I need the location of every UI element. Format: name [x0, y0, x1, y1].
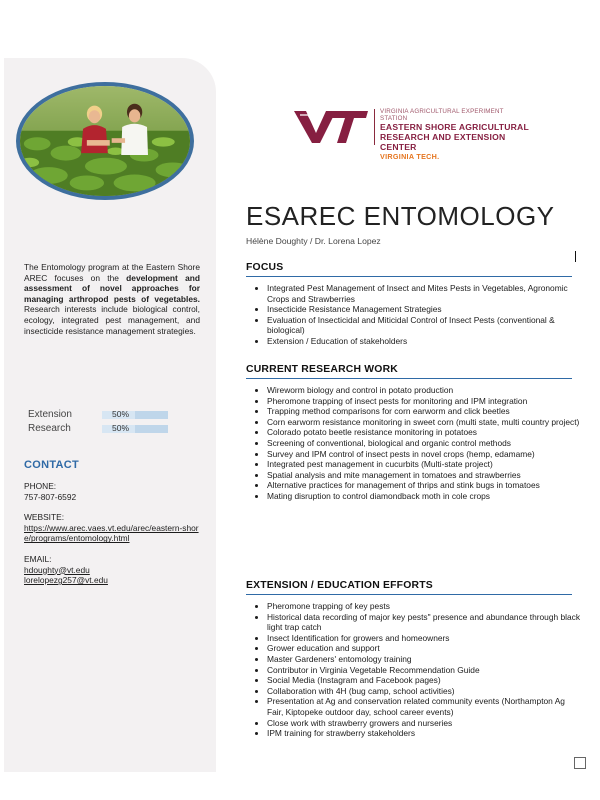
document-authors: Hélène Doughty / Dr. Lorena Lopez [246, 236, 381, 246]
intro-text-bold: development and assessment of novel approaches for managing arthropod pests of vegetables. [24, 272, 200, 304]
section-heading-extension: EXTENSION / EDUCATION EFFORTS [246, 580, 433, 591]
section-heading-focus: FOCUS [246, 262, 284, 273]
list-item: • Collaboration with 4H (bug camp, school activities) [267, 686, 581, 697]
list-item: • Wireworm biology and control in potato production [267, 385, 581, 396]
list-item: • Corn earworm resistance monitoring in sweet corn (multi state, multi country project) [267, 417, 581, 428]
list-item: • Pheromone trapping of key pests [267, 601, 581, 612]
intro-text-1: The Entomology program at the Eastern Shore AREC focuses on the [24, 262, 200, 283]
list-item: • Alternative practices for management of thrips and stink bugs in tomatoes [267, 480, 581, 491]
effort-split [28, 408, 198, 436]
split-row-research [28, 422, 198, 436]
list-item: • Evaluation of Insecticidal and Miticidal Control of Insect Pests (conventional & biological) [267, 315, 581, 336]
list-item: • Survey and IPM control of insect pests in novel crops (hemp, edamame) [267, 449, 581, 460]
list-item: • Insect Identification for growers and homeowners [267, 633, 581, 644]
research-list [252, 385, 581, 502]
list-item: • Close work with strawberry growers and nurseries [267, 718, 581, 729]
list-item: • Presentation at Ag and conservation related community events (Northampton Ag Fair, Kiptopeke outdoor day, school career events) [267, 696, 581, 717]
list-item: • Historical data recording of major key pests" presence and abundance through black light trap catch [267, 612, 581, 633]
split-value: 50% [112, 409, 130, 419]
text-cursor [575, 251, 576, 262]
email-link[interactable]: hdoughty@vt.edu [24, 564, 90, 575]
logo-line-1: VIRGINIA AGRICULTURAL EXPERIMENT STATION [380, 108, 504, 122]
phone-number: 757-807-6592 [24, 491, 77, 502]
phone-label: PHONE: [24, 481, 57, 491]
list-item: • Pheromone trapping of insect pests for monitoring and IPM integration [267, 396, 581, 407]
list-item: • Social Media (Instagram and Facebook pages) [267, 675, 581, 686]
focus-list [252, 283, 581, 347]
program-description [24, 262, 200, 336]
logo-line-3: RESEARCH AND EXTENSION CENTER [380, 132, 506, 152]
document-title: ESAREC ENTOMOLOGY [246, 201, 555, 231]
extension-list [252, 601, 581, 739]
list-item: • IPM training for strawberry stakeholders [267, 728, 581, 739]
list-item: • Colorado potato beetle resistance monitoring in potatoes [267, 427, 581, 438]
vt-logo-mark [292, 107, 370, 147]
contact-heading: CONTACT [24, 459, 80, 471]
section-heading-research: CURRENT RESEARCH WORK [246, 364, 398, 375]
list-item: • Spatial analysis and mite management in tomatoes and strawberries [267, 470, 581, 481]
researchers-field-photo [16, 82, 194, 200]
logo-line-4: VIRGINIA TECH. [380, 152, 440, 161]
section-rule [246, 378, 572, 379]
list-item: • Trapping method comparisons for corn earworm and click beetles [267, 406, 581, 417]
list-item: • Integrated pest management in cucurbits (Multi-state project) [267, 459, 581, 470]
list-item: • Contributor in Virginia Vegetable Recommendation Guide [267, 665, 581, 676]
email-link[interactable]: lorelopezg257@vt.edu [24, 575, 108, 586]
list-item: • Screening of conventional, biological and organic control methods [267, 438, 581, 449]
logo-wordmark [380, 108, 532, 161]
contact-block [24, 481, 202, 586]
list-item: • Insecticide Resistance Management Strategies [267, 304, 581, 315]
logo-line-2: EASTERN SHORE AGRICULTURAL [380, 122, 529, 132]
logo-divider [374, 109, 375, 145]
section-rule [246, 276, 572, 277]
website-label: WEBSITE: [24, 512, 65, 523]
split-label: Extension [28, 409, 72, 420]
list-item: • Mating disruption to control diamondback moth in cole crops [267, 491, 581, 502]
split-row-extension [28, 408, 198, 422]
split-label: Research [28, 423, 71, 434]
list-item: • Extension / Education of stakeholders [267, 336, 581, 347]
intro-text-2: Research interests include biological control, ecology, integrated pest management, and insecticide resistance management strategies. [24, 304, 200, 336]
split-value: 50% [112, 423, 130, 433]
website-link[interactable]: https://www.arec.vaes.vt.edu/arec/eastern-shore/programs/entomology.html [24, 522, 199, 544]
page-checkbox[interactable] [574, 757, 586, 769]
list-item: • Master Gardeners' entomology training [267, 654, 581, 665]
vt-logo [292, 107, 532, 161]
email-label: EMAIL: [24, 553, 52, 564]
list-item: • Integrated Pest Management of Insect and Mites Pests in Vegetables, Agronomic Crops and Strawberries [267, 283, 581, 304]
list-item: • Grower education and support [267, 643, 581, 654]
section-rule [246, 594, 572, 595]
